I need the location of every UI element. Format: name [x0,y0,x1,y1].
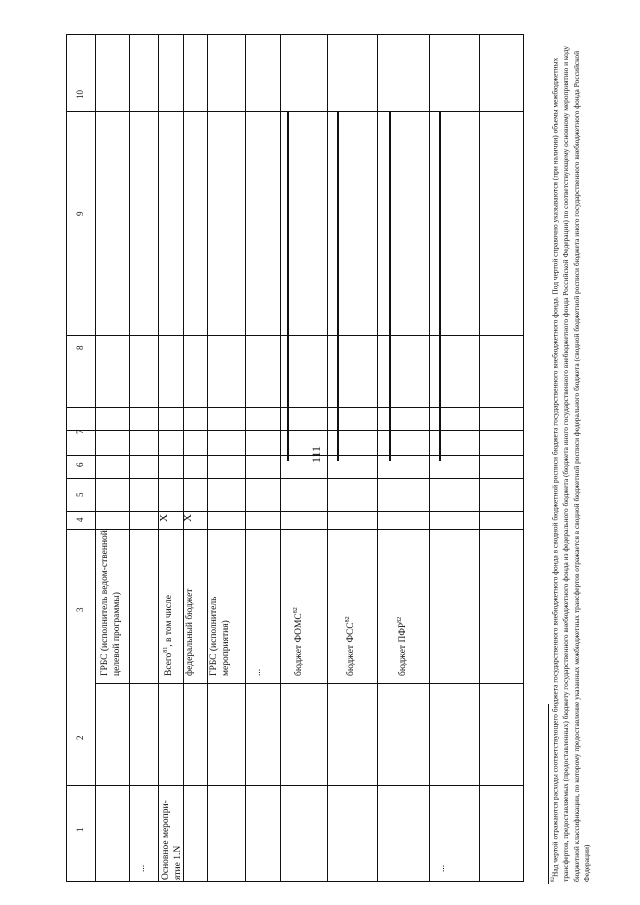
row-divider [245,35,246,881]
main-measure-cell: Основное меропри-ятие 1.N [161,800,183,880]
col-divider [67,511,523,512]
header-col4: 4 [75,517,85,522]
grbs-program-cell: ГРБС (исполнитель ведом-ственной целевой программы) [100,530,122,676]
header-col10: 10 [75,90,85,99]
split-bar [389,111,391,461]
row-divider [207,35,208,881]
foms-budget-cell [290,607,305,676]
col-divider [67,478,523,479]
footnote-text: Над чертой отражаются расходы соответствующего бюджета государственного внебюджетного фонда в сводной бюджетной росписи бюджета государственного внебюджетного фонда. Под чертой справочно указываются (при наличии) объемы межбюджетных трансфертов, предоставляемых (предоставленных) бюджету государственного внебюджетного фонда из федерального бюджета (бюджета иного государственного внебюджетного фонда Российской Федерации) по соответствующему основному мероприятию и коду бюджетной классификации, по которому предоставление указанных межбюджетных трансфертов отражается в сводной бюджетной росписи федерального бюджета (сводной бюджетной росписи бюджета иного государственного внебюджетного фонда Российской Федерации) [550,45,592,882]
col-divider [95,683,523,684]
grbs-measure-cell: ГРБС (исполнитель мероприятия) [209,596,231,676]
split-bar [439,111,441,461]
header-col8: 8 [75,345,85,350]
ellipsis-mid: ... [253,668,263,676]
col-divider [67,785,523,786]
x-mark-total: Х [157,514,170,522]
row-divider [377,35,378,881]
federal-budget-cell: федеральный бюджет [185,588,195,676]
col-divider [67,455,523,456]
row-divider [95,35,96,881]
row-divider [429,35,430,881]
col-divider [67,407,523,408]
header-col9: 9 [75,211,85,216]
row-divider [183,35,184,881]
page-number: 111 [309,445,324,464]
row-divider [158,35,159,881]
header-col2: 2 [75,735,85,740]
row-divider [280,35,281,881]
col-divider [67,111,523,112]
ellipsis-top: ... [137,864,147,872]
header-col1: 1 [75,827,85,832]
fss-budget-cell [342,616,357,676]
header-col5: 5 [75,492,85,497]
pfr-budget-cell [394,617,409,676]
row-divider [129,35,130,881]
ellipsis-bottom: ... [437,864,447,872]
pfr-label: бюджет ПФР [398,622,409,676]
foms-label: бюджет ФОМС [294,613,305,676]
header-col7: 7 [75,429,85,434]
col-divider [67,529,523,530]
row-divider [327,35,328,881]
split-bar [287,111,289,461]
footnote [549,42,593,882]
split-bar [337,111,339,461]
header-col3: 3 [75,607,85,612]
row-divider [479,35,480,881]
pfr-footnote-ref: 82 [397,616,403,623]
col-divider [67,335,523,336]
total-footnote-ref: 81 [163,646,169,653]
fss-footnote-ref: 82 [345,616,351,623]
total-label: Всего [164,652,175,676]
fss-label: бюджет ФСС [346,622,357,676]
header-col6: 6 [75,462,85,467]
col-divider [67,430,523,431]
budget-table [66,34,524,882]
x-mark-federal: Х [181,514,194,522]
footnote-marker: 82 [551,877,556,882]
total-cell [160,595,175,676]
total-suffix: , в том числе [164,595,175,647]
foms-footnote-ref: 82 [293,607,299,614]
